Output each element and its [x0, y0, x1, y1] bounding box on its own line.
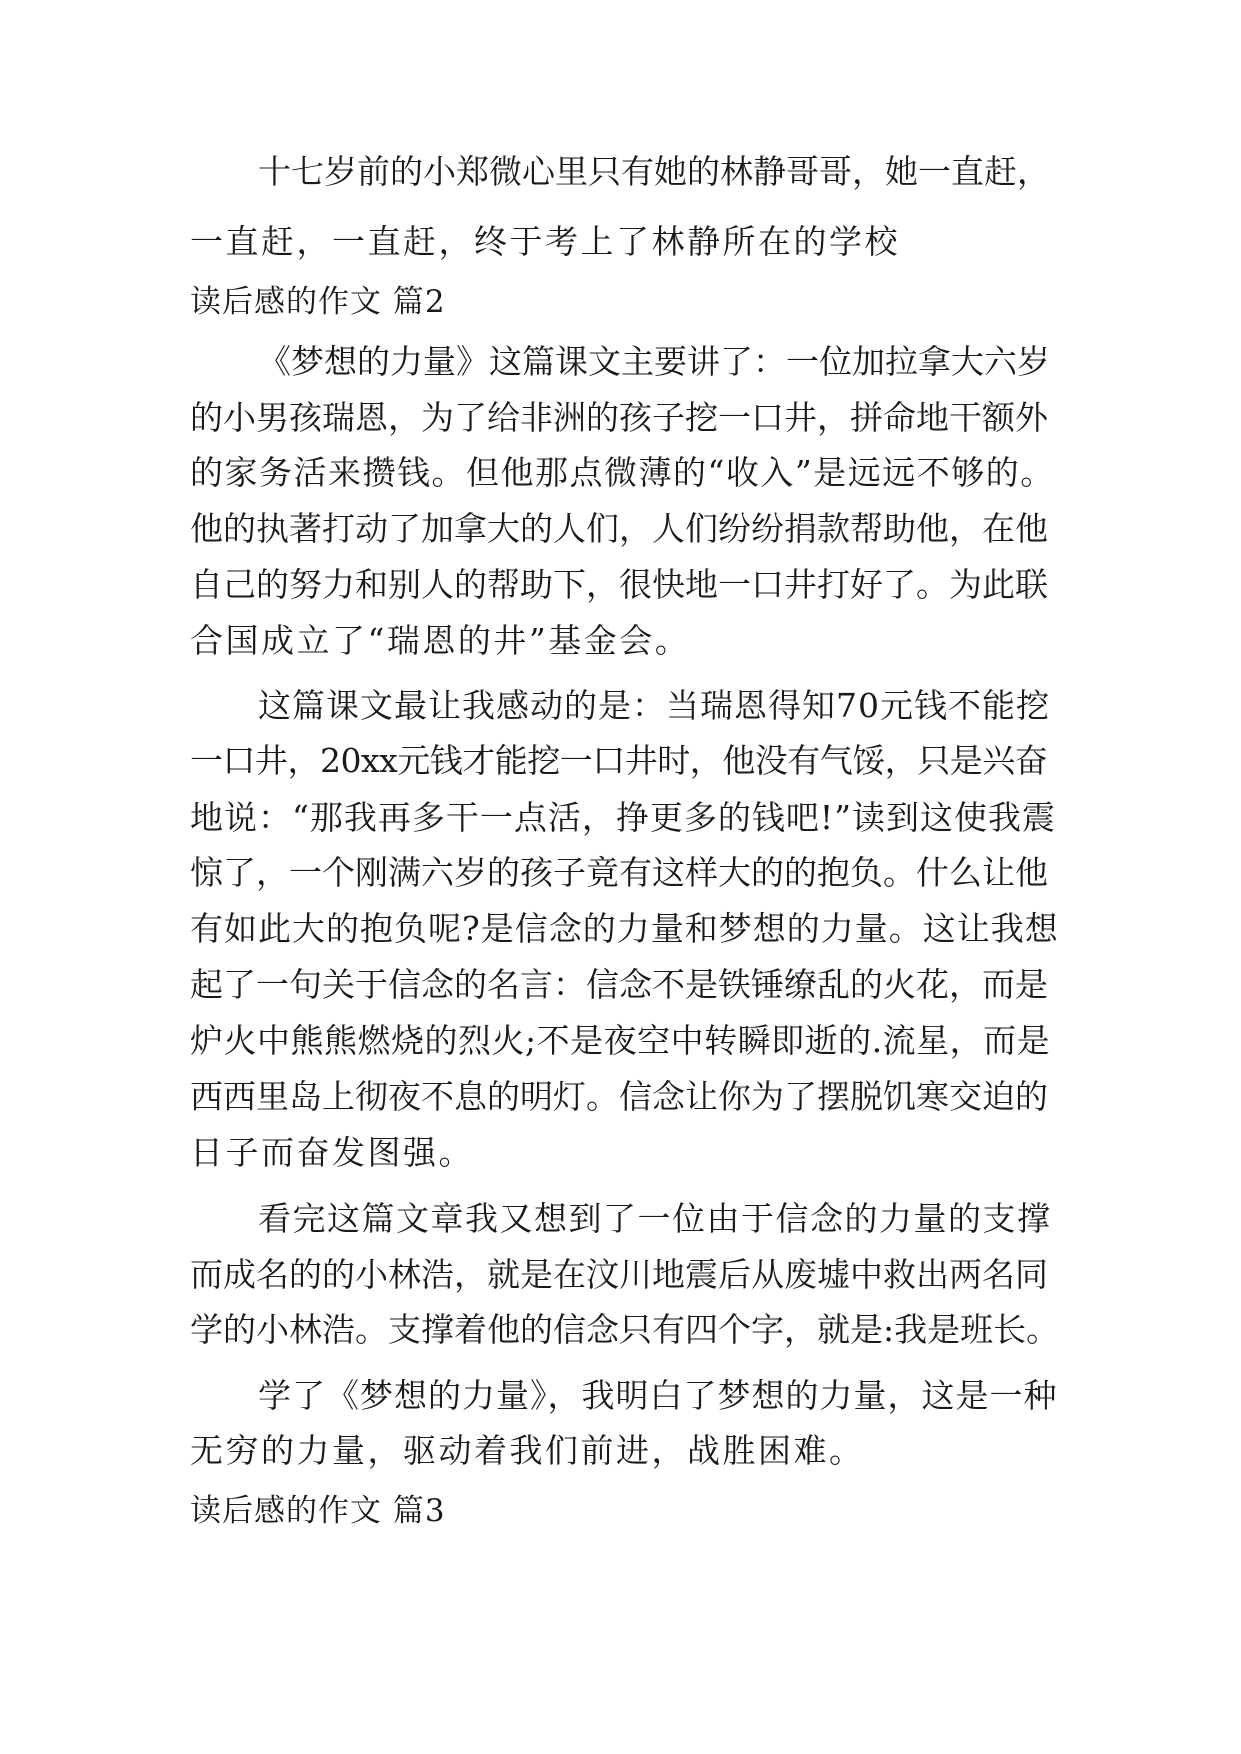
paragraph-line: 自己的努力和别人的帮助下，很快地一口井打好了。为此联 — [190, 565, 1048, 604]
paragraph-line: 他的执著打动了加拿大的人们，人们纷纷捐款帮助他，在他 — [190, 509, 1048, 548]
paragraph-line: 这篇课文最让我感动的是：当瑞恩得知70元钱不能挖 — [258, 686, 1050, 725]
paragraph-line: 炉火中熊熊燃烧的烈火;不是夜空中转瞬即逝的.流星，而是 — [190, 1021, 1051, 1060]
paragraph-line: 一直赶，一直赶，终于考上了林静所在的学校 — [190, 222, 900, 261]
paragraph-line: 看完这篇文章我又想到了一位由于信念的力量的支撑 — [258, 1199, 1052, 1238]
paragraph-line: 学的小林浩。支撑着他的信念只有四个字，就是:我是班长。 — [190, 1310, 1060, 1349]
paragraph-line: 日子而奋发图强。 — [190, 1133, 474, 1172]
paragraph-line: 惊了，一个刚满六岁的孩子竟有这样大的的抱负。什么让他 — [190, 853, 1048, 892]
paragraph-line: 一口井，20xx元钱才能挖一口井时，他没有气馁，只是兴奋 — [190, 741, 1048, 780]
paragraph-line: 合国成立了“瑞恩的井”基金会。 — [190, 621, 691, 660]
paragraph-line: 而成名的的小林浩，就是在汶川地震后从废墟中救出两名同 — [190, 1255, 1048, 1294]
paragraph-line: 西西里岛上彻夜不息的明灯。信念让你为了摆脱饥寒交迫的 — [190, 1077, 1048, 1116]
paragraph-line: 无穷的力量，驱动着我们前进，战胜困难。 — [190, 1431, 865, 1470]
paragraph-line: 有如此大的抱负呢?是信念的力量和梦想的力量。这让我想 — [190, 909, 1059, 948]
paragraph-line: 学了《梦想的力量》，我明白了梦想的力量，这是一种 — [258, 1376, 1058, 1415]
paragraph-line: 《梦想的力量》这篇课文主要讲了：一位加拉拿大六岁 — [258, 342, 1050, 381]
paragraph-line: 地说：“那我再多干一点活，挣更多的钱吧!”读到这使我震 — [190, 798, 1057, 837]
paragraph-line: 起了一句关于信念的名言：信念不是铁锤缭乱的火花，而是 — [190, 965, 1048, 1004]
paragraph-line: 的小男孩瑞恩，为了给非洲的孩子挖一口井，拼命地干额外 — [190, 398, 1048, 437]
section-heading: 读后感的作文 篇2 — [190, 284, 446, 320]
section-heading: 读后感的作文 篇3 — [190, 1493, 446, 1529]
paragraph-line: 十七岁前的小郑微心里只有她的林静哥哥，她一直赶， — [258, 152, 1050, 191]
paragraph-line: 的家务活来攒钱。但他那点微薄的“收入”是远远不够的。 — [190, 453, 1055, 492]
